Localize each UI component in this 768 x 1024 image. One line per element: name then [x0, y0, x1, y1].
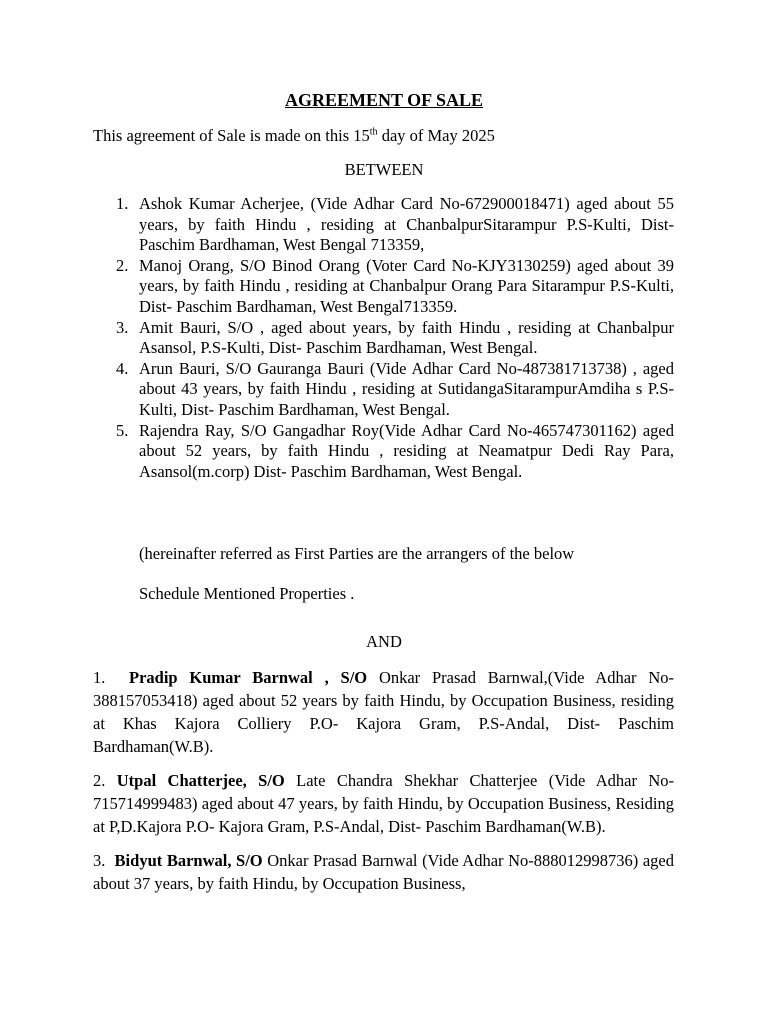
party-name: Bidyut Barnwal, S/O — [114, 851, 263, 870]
list-item-text: Manoj Orang, S/O Binod Orang (Voter Card No-KJY3130259) aged about 39 years, by faith Hindu , residing at Chanbalpur Orang Para Sitarampur P.S-Kulti, Dist- Paschim Bardhaman, West Bengal713359. — [139, 255, 674, 316]
hereinafter-clause: (hereinafter referred as First Parties are the arrangers of the below — [139, 544, 575, 563]
first-parties-list — [93, 194, 674, 482]
intro-line — [93, 126, 693, 147]
party-number: 2. — [93, 771, 106, 790]
intro-suffix: day of May 2025 — [377, 126, 495, 145]
list-item-text: Ashok Kumar Acherjee, (Vide Adhar Card No-672900018471) aged about 55 years, by faith Hindu , residing at ChanbalpurSitarampur P.S-Kulti, Dist- Paschim Bardhaman, West Bengal 713359, — [139, 194, 674, 255]
list-item — [93, 256, 674, 318]
intro-superscript: th — [369, 126, 378, 138]
list-item-number: 1. — [116, 194, 129, 213]
party-details: Onkar Prasad Barnwal,(Vide Adhar No-388157053418) aged about 52 years by faith Hindu, by Occupation Business, residing at Khas Kajora Colliery P.O- Kajora Gram, P.S-Andal, Dist- Paschim Bardhaman(W.B). — [93, 668, 675, 756]
second-parties-list — [93, 666, 674, 906]
list-item-text: Rajendra Ray, S/O Gangadhar Roy(Vide Adhar Card No-465747301162) aged about 52 years, by faith Hindu , residing at Neamatpur Dedi Ray Para, Asansol(m.corp) Dist- Paschim Bardhaman, West Bengal. — [139, 420, 674, 481]
and-heading: AND — [366, 632, 402, 651]
party-number: 3. — [93, 851, 106, 870]
list-item — [93, 359, 674, 421]
party-details: Onkar Prasad Barnwal (Vide Adhar No-888012998736) aged about 37 years, by faith Hindu, by Occupation Business, — [93, 851, 675, 893]
party-number: 1. — [93, 668, 106, 687]
list-item — [93, 194, 674, 256]
party-paragraph — [93, 666, 674, 758]
list-item-text: Amit Bauri, S/O , aged about years, by faith Hindu , residing at Chanbalpur Asansol, P.S-Kulti, Dist- Paschim Bardhaman, West Bengal. — [139, 317, 674, 358]
list-item — [93, 318, 674, 359]
document-title: AGREEMENT OF SALE — [284, 90, 484, 110]
list-item-number: 4. — [116, 358, 129, 378]
between-heading: BETWEEN — [344, 160, 424, 179]
schedule-line: Schedule Mentioned Properties . — [139, 584, 355, 603]
party-paragraph — [93, 769, 674, 838]
intro-prefix: This agreement of Sale is made on this 15 — [93, 126, 370, 145]
party-details: Late Chandra Shekhar Chatterjee (Vide Adhar No-715714999483) aged about 47 years, by faith Hindu, by Occupation Business, Residing at P,D.Kajora P.O- Kajora Gram, P.S-Andal, Dist- Paschim Bardhaman(W.B). — [93, 771, 675, 836]
party-name: Pradip Kumar Barnwal , S/O — [129, 668, 368, 687]
list-item-number: 2. — [116, 255, 129, 275]
party-name: Utpal Chatterjee, S/O — [116, 771, 285, 790]
party-paragraph — [93, 849, 674, 895]
list-item-number: 3. — [116, 317, 129, 337]
list-item-text: Arun Bauri, S/O Gauranga Bauri (Vide Adhar Card No-487381713738) , aged about 43 years, by faith Hindu , residing at SutidangaSitarampurAmdiha s P.S-Kulti, Dist- Paschim Bardhaman, West Bengal. — [139, 358, 674, 419]
list-item — [93, 421, 674, 483]
list-item-number: 5. — [116, 420, 129, 440]
